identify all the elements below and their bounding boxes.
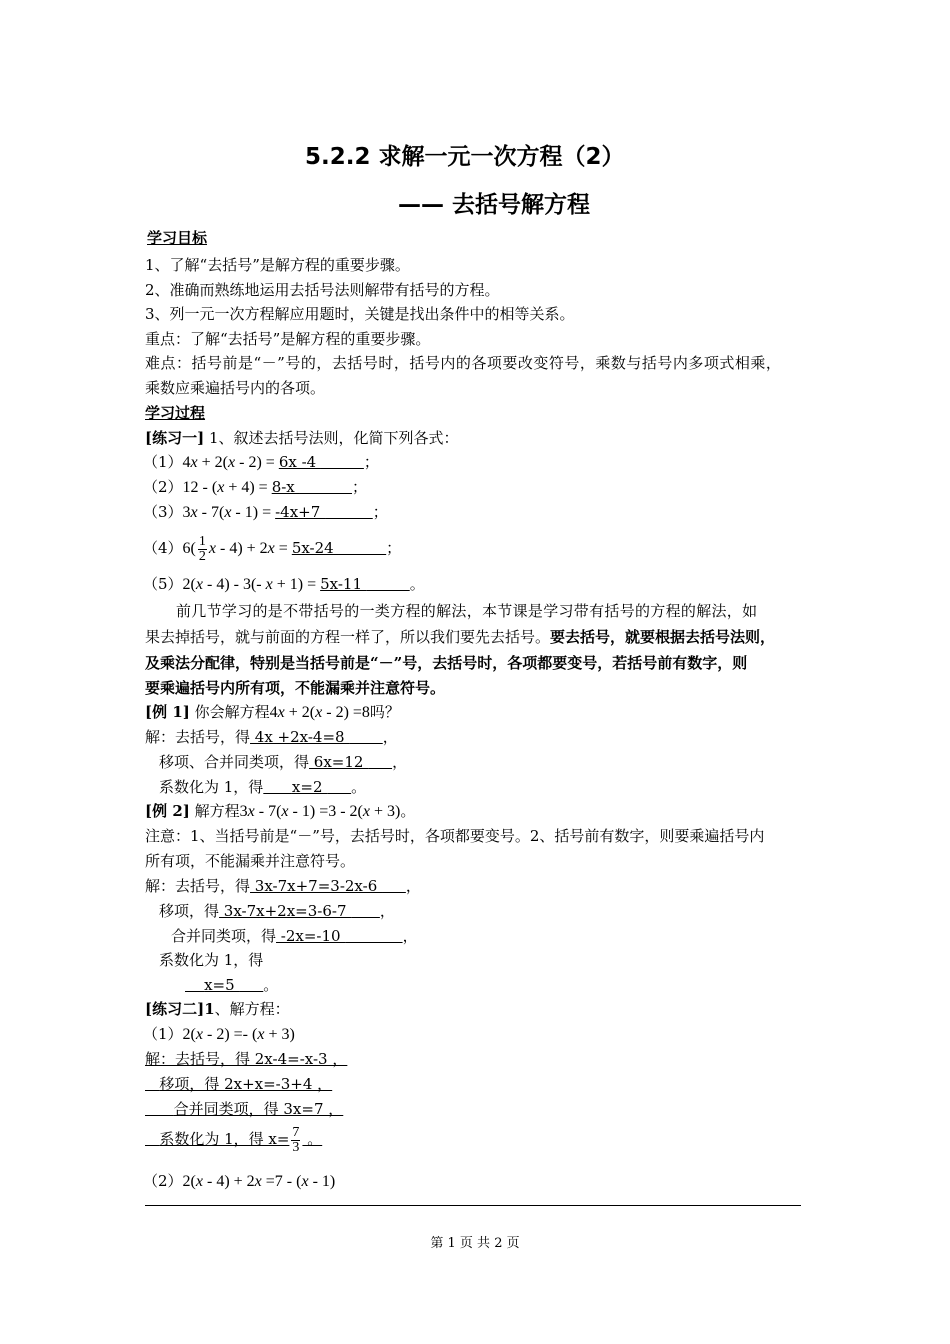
- example1-label: [例 1]: [145, 703, 190, 721]
- step-label: 移项、合并同类项，得: [159, 753, 310, 771]
- answer-blank: 5x-11: [320, 575, 367, 593]
- example2-note-2: 所有项，不能漏乘并注意符号。: [145, 852, 356, 870]
- item-number: （2）: [143, 478, 183, 496]
- example1-step-3: 系数化为 1，得 x=2 。: [159, 778, 367, 796]
- item-number: （3）: [143, 503, 183, 521]
- exercise1-label: [练习一]: [145, 429, 205, 447]
- solution-text: 系数化为 1，得 x=: [159, 1130, 290, 1148]
- solution-text: 。: [302, 1130, 323, 1148]
- example2-step-4: 系数化为 1，得: [159, 951, 264, 969]
- paragraph-text: 果去掉括号，就与前面的方程一样了，所以我们要先去括号。: [145, 628, 551, 646]
- example1-step-2: 移项、合并同类项，得 6x=12 ，: [159, 753, 408, 771]
- example2-step-2: 移项，得 3x-7x+2x=3-6-7 ，: [159, 902, 395, 920]
- answer-blank: 6x=12: [309, 753, 369, 771]
- exercise1-item-1: （1）4x + 2(x - 2) = 6x -4 ；: [143, 453, 379, 471]
- exercise1-intro: [145, 428, 459, 448]
- answer-blank: 5x-24: [291, 539, 339, 557]
- item-number: （2）: [143, 1172, 183, 1190]
- objective-1: 1、了解“去括号”是解方程的重要步骤。: [145, 256, 410, 274]
- item-number: （1）: [143, 1025, 183, 1043]
- objectives-heading: 学习目标: [147, 229, 208, 247]
- example1-step-1: 解：去括号，得 4x +2x-4=8 ，: [145, 728, 398, 746]
- item-number: （1）: [143, 453, 183, 471]
- example1-suffix: 吗？: [369, 703, 400, 721]
- answer-blank: x=5: [204, 976, 240, 994]
- example2-note-1: 注意：1、当括号前是“－”号，去括号时，各项都要变号。2、括号前有数字，则要乘遍括号内: [145, 827, 765, 845]
- example2-step-4-answer: x=5 。: [185, 975, 278, 995]
- answer-blank: 8-x: [271, 478, 300, 496]
- exercise2-instruction: 、解方程：: [214, 1000, 290, 1018]
- answer-blank: x=2: [291, 778, 328, 796]
- objective-3: 3、列一元一次方程解应用题时，关键是找出条件中的相等关系。: [145, 305, 575, 323]
- answer-blank: 4x +2x-4=8: [250, 728, 350, 746]
- step-label: 移项，得: [159, 902, 220, 920]
- page-footer: 第 1 页 共 2 页: [430, 1236, 520, 1251]
- fraction-one-half: $\frac{1}{2}$: [198, 533, 206, 564]
- example1-text: 你会解方程: [194, 703, 270, 721]
- step-label: 解：去括号，得: [145, 728, 251, 746]
- answer-blank: 3x-7x+2x=3-6-7: [219, 902, 352, 920]
- step-label: 解：去括号，得: [145, 877, 251, 895]
- answer-blank: -2x=-10: [276, 927, 346, 945]
- item-number: （5）: [143, 575, 183, 593]
- example1-prompt: [例 1] 你会解方程4x + 2(x - 2) =8吗？: [145, 703, 400, 721]
- exercise2-solution-3: [145, 1099, 343, 1119]
- answer-blank: 6x -4: [278, 453, 321, 471]
- solution-text: 合并同类项，得 3x=7 ，: [173, 1100, 344, 1118]
- key-point: 重点：了解“去括号”是解方程的重要步骤。: [145, 330, 431, 348]
- objective-2: 2、准确而熟练地运用去括号法则解带有括号的方程。: [145, 281, 500, 299]
- item-number: （4）: [143, 539, 183, 557]
- difficulty-line-2: 乘数应乘遍括号内的各项。: [145, 379, 326, 397]
- paragraph-line-1: 前几节学习的是不带括号的一类方程的解法，本节课是学习带有括号的方程的解法，如: [176, 602, 758, 620]
- difficulty-line-1: 难点：括号前是“－”号的，去括号时，括号内的各项要改变符号，乘数与括号内多项式相乘，: [145, 354, 782, 372]
- paragraph-line-4: 要乘遍括号内所有项，不能漏乘并注意符号。: [145, 679, 446, 697]
- page-subtitle: —— 去括号解方程: [398, 192, 591, 218]
- exercise1-instruction: 1、叙述去括号法则，化简下列各式：: [208, 429, 459, 447]
- example2-step-3: 合并同类项，得 -2x=-10 ，: [171, 927, 418, 945]
- step-label: 合并同类项，得: [171, 927, 277, 945]
- paragraph-line-2: [145, 627, 775, 647]
- example2-text: 解方程: [194, 802, 240, 820]
- step-label: 系数化为 1，得: [159, 778, 264, 796]
- exercise2-solution-1: 解：去括号，得 2x-4=-x-3 ，: [145, 1050, 348, 1068]
- exercise1-item-5: （5）2(x - 4) - 3(- x + 1) = 5x-11 。: [143, 575, 425, 593]
- paragraph-bold-text: 要去括号，就要根据去括号法则，: [550, 628, 776, 646]
- page-title: 5.2.2 求解一元一次方程（2）: [305, 144, 625, 170]
- exercise2-label: [练习二]1: [145, 1000, 215, 1018]
- process-heading: 学习过程: [145, 404, 206, 422]
- example2-step-1: 解：去括号，得 3x-7x+7=3-2x-6 ，: [145, 877, 421, 895]
- answer-blank: -4x+7: [275, 503, 326, 521]
- fraction-seven-thirds: $\frac{7}{3}$: [292, 1124, 300, 1155]
- exercise1-item-2: （2）12 - (x + 4) = 8-x ；: [143, 478, 367, 496]
- exercise1-item-4: （4）6( $\frac{1}{2}$ x - 4) + 2x = 5x-24 ；: [143, 533, 402, 564]
- paragraph-line-3: 及乘法分配律，特别是当括号前是“－”号，去括号时，各项都要变号，若括号前有数字，则: [145, 654, 748, 672]
- solution-text: 移项，得 2x+x=-3+4 ，: [159, 1075, 333, 1093]
- footer-divider: [145, 1205, 801, 1206]
- exercise2-problem-1: （1）2(x - 2) =- (x + 3): [143, 1025, 295, 1043]
- exercise1-item-3: （3）3x - 7(x - 1) = -4x+7 ；: [143, 503, 388, 521]
- example2-prompt: [例 2] 解方程3x - 7(x - 1) =3 - 2(x + 3)。: [145, 802, 416, 820]
- exercise2-solution-2: [145, 1074, 332, 1094]
- exercise2-solution-4: [145, 1122, 322, 1156]
- exercise2-problem-2: （2）2(x - 4) + 2x =7 - (x - 1): [143, 1172, 336, 1190]
- exercise2-intro: [145, 999, 290, 1019]
- example2-label: [例 2]: [145, 802, 190, 820]
- answer-blank: 3x-7x+7=3-2x-6: [250, 877, 383, 895]
